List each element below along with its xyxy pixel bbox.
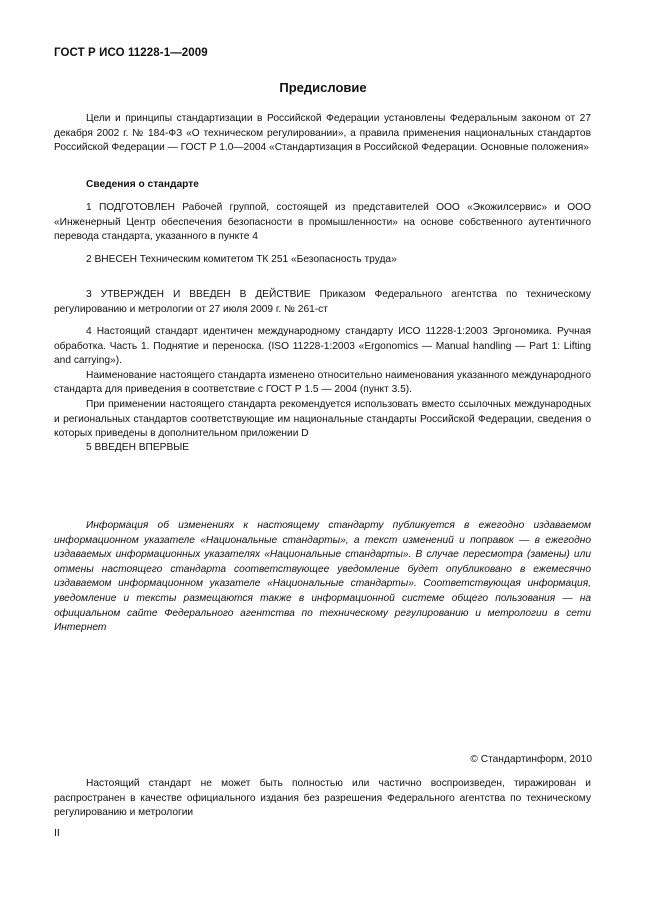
standard-code-header: ГОСТ Р ИСО 11228-1—2009	[54, 47, 208, 59]
item-3: 3 УТВЕРЖДЕН И ВВЕДЕН В ДЕЙСТВИЕ Приказом Федерального агентства по техническому регулированию и метрологии от 27 июля 2009 г. № 261-ст	[54, 289, 591, 315]
item-2: 2 ВНЕСЕН Техническим комитетом ТК 251 «Безопасность труда»	[86, 254, 397, 265]
notice-paragraph: Информация об изменениях к настоящему стандарту публикуется в ежегодно издаваемом информационном указателе «Национальные стандарты», а текст изменений и поправок — в ежегодно издаваемых информационных указателях «Национальные стандарты». В случае пересмотра (замены) или отмены настоящего стандарта соответствующее уведомление будет опубликовано в ежемесячно издаваемом информационном указателе «Национальные стандарты». Соответствующая информация, уведомление и тексты размещаются также в информационной системе общего пользования — на официальном сайте Федерального агентства по техническому регулированию и метрологии в сети Интернет	[54, 520, 591, 634]
intro-paragraph-block	[54, 112, 591, 156]
page-number: II	[54, 827, 60, 839]
item-1: 1 ПОДГОТОВЛЕН Рабочей группой, состоящей из представителей ООО «Экожилсервис» и ООО «Инженерный Центр обеспечения безопасности в промышленности» на основе собственного аутентичного перевода стандарта, указанного в пункте 4	[54, 202, 591, 243]
page-title: Предисловие	[279, 80, 367, 95]
item-3-block	[54, 288, 591, 317]
section-heading-block	[54, 178, 591, 193]
item-5-block	[54, 441, 591, 456]
copyright-line: © Стандартинформ, 2010	[470, 754, 592, 765]
item-4-block	[54, 325, 591, 442]
legal-block	[54, 777, 591, 821]
legal-paragraph: Настоящий стандарт не может быть полностью или частично воспроизведен, тиражирован и распространен в качестве официального издания без разрешения Федерального агентства по техническому регулированию и метрологии	[54, 778, 591, 819]
notice-block	[54, 519, 591, 636]
intro-paragraph: Цели и принципы стандартизации в Российской Федерации установлены Федеральным законом от 27 декабря 2002 г. № 184-ФЗ «О техническом регулировании», а правила применения национальных стандартов Российской Федерации — ГОСТ Р 1.0—2004 «Стандартизация в Российской Федерации. Основные положения»	[54, 113, 591, 154]
item-4-paragraph-3: При применении настоящего стандарта рекомендуется использовать вместо ссылочных международных и региональных стандартов соответствующие им национальные стандарты Российской Федерации, сведения о которых приведены в дополнительном приложении D	[54, 398, 591, 440]
section-heading: Сведения о стандарте	[86, 179, 199, 190]
item-4-paragraph-2: Наименование настоящего стандарта изменено относительно наименования указанного международного стандарта для приведения в соответствие с ГОСТ Р 1.5 — 2004 (пункт 3.5).	[54, 369, 591, 396]
item-5: 5 ВВЕДЕН ВПЕРВЫЕ	[86, 442, 190, 453]
item-4-paragraph-1: 4 Настоящий стандарт идентичен международному стандарту ИСО 11228-1:2003 Эргономика. Ручная обработка. Часть 1. Поднятие и переноска. (ISO 11228-1:2003 «Ergonomics — Manual handling — Part 1: Lifting and carrying»).	[54, 326, 591, 367]
item-2-block	[54, 253, 591, 268]
item-1-block	[54, 201, 591, 245]
